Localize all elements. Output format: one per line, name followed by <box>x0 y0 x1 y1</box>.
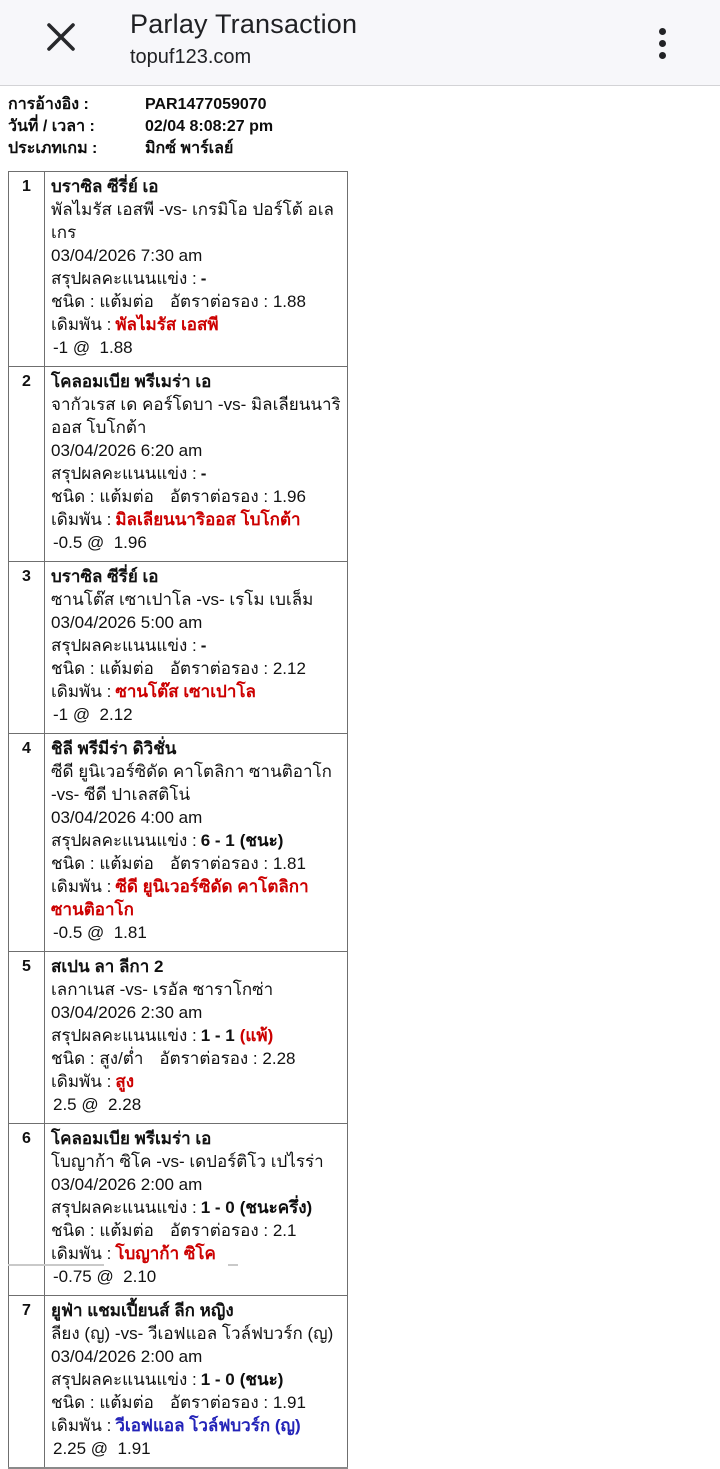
bet-pick: ซานโต๊ส เซาเปาโล <box>115 682 256 701</box>
odds-label: อัตราต่อรอง : <box>159 1049 258 1068</box>
menu-button[interactable] <box>651 21 673 65</box>
reference-value: PAR1477059070 <box>145 96 267 113</box>
close-icon <box>45 21 77 58</box>
bet-number: 3 <box>9 562 45 734</box>
bet-details <box>45 952 348 1124</box>
match-score: - <box>200 269 207 288</box>
type-label: ชนิด : <box>51 292 95 311</box>
bet-pick-line <box>51 508 341 531</box>
bet-outcome: (ชนะ) <box>239 831 284 850</box>
bet-row <box>9 1124 348 1296</box>
bet-outcome: (ชนะครึ่ง) <box>239 1198 313 1217</box>
match-teams: พัลไมรัส เอสพี -vs- เกรมิโอ ปอร์โต้ อเลเกร <box>51 200 334 242</box>
bet-number: 5 <box>9 952 45 1124</box>
bet-pick: มิลเลียนนาริออส โบโกต้า <box>115 510 301 529</box>
bet-label: เดิมพัน : <box>51 1072 112 1091</box>
next-section-cutoff-fragment <box>228 1264 238 1266</box>
bet-pick: พัลไมรัส เอสพี <box>115 315 219 334</box>
bet-pick-line <box>51 875 341 921</box>
bet-label: เดิมพัน : <box>51 510 112 529</box>
result-label: สรุปผลคะแนนแข่ง : <box>51 831 197 850</box>
info-row-gametype <box>8 138 720 160</box>
result-label: สรุปผลคะแนนแข่ง : <box>51 1026 197 1045</box>
odds-label: อัตราต่อรอง : <box>169 487 269 506</box>
bet-row <box>9 172 348 367</box>
type-label: ชนิด : <box>51 1221 95 1240</box>
type-label: ชนิด : <box>51 854 95 873</box>
result-line <box>51 1368 341 1391</box>
bet-details <box>45 367 348 562</box>
bet-row <box>9 952 348 1124</box>
bet-details <box>45 734 348 952</box>
league-name: โคลอมเบีย พรีเมร่า เอ <box>51 1129 212 1148</box>
bet-number: 1 <box>9 172 45 367</box>
type-odds-line <box>51 1219 341 1242</box>
bet-details <box>45 562 348 734</box>
bet-outcome: (ชนะ) <box>239 1370 284 1389</box>
match-score: 1 - 0 <box>200 1198 235 1217</box>
match-teams: เลกาเนส -vs- เรอัล ซาราโกซ่า <box>51 980 274 999</box>
result-label: สรุปผลคะแนนแข่ง : <box>51 464 197 483</box>
type-label: ชนิด : <box>51 1049 95 1068</box>
bets-table <box>8 171 348 1469</box>
league-name: บราซิล ซีรี่ย์ เอ <box>51 177 159 196</box>
result-line <box>51 1024 341 1047</box>
reference-label: การอ้างอิง : <box>8 96 89 113</box>
handicap-odds-line: 2.5 @ 2.28 <box>53 1095 142 1114</box>
bet-pick: ซีดี ยูนิเวอร์ซิดัด คาโตลิกา ซานติอาโก <box>51 877 309 919</box>
odds-label: อัตราต่อรอง : <box>169 292 269 311</box>
bet-row <box>9 562 348 734</box>
datetime-value: 02/04 8:08:27 pm <box>145 118 274 135</box>
match-datetime: 03/04/2026 2:30 am <box>51 1003 203 1022</box>
match-score: 1 - 1 <box>200 1026 235 1045</box>
handicap-odds-line: 2.25 @ 1.91 <box>53 1439 151 1458</box>
close-button[interactable] <box>44 22 78 56</box>
site-domain: topuf123.com <box>130 46 252 68</box>
match-datetime: 03/04/2026 5:00 am <box>51 613 203 632</box>
result-line <box>51 462 341 485</box>
odds-value: 1.88 <box>272 292 306 311</box>
result-line <box>51 267 341 290</box>
type-odds-line <box>51 1047 341 1070</box>
gametype-label: ประเภทเกม : <box>8 140 98 157</box>
bet-pick-line <box>51 1070 341 1093</box>
odds-label: อัตราต่อรอง : <box>169 1221 269 1240</box>
match-datetime: 03/04/2026 2:00 am <box>51 1175 203 1194</box>
handicap-odds-line: -0.75 @ 2.10 <box>53 1267 157 1286</box>
bet-pick-line <box>51 680 341 703</box>
odds-label: อัตราต่อรอง : <box>169 1393 269 1412</box>
bet-pick: สูง <box>115 1072 135 1091</box>
bet-pick-line <box>51 1242 341 1265</box>
result-line <box>51 1196 341 1219</box>
handicap-odds-line: -1 @ 2.12 <box>53 705 133 724</box>
bet-number: 2 <box>9 367 45 562</box>
bet-pick: โบญาก้า ซิโค <box>115 1244 216 1263</box>
match-teams: ซานโต๊ส เซาเปาโล -vs- เรโม เบเล็ม <box>51 590 314 609</box>
bet-type: สูง/ต่ำ <box>99 1049 144 1068</box>
result-line <box>51 634 341 657</box>
bet-pick: วีเอฟแอล โวล์ฟบวร์ก (ญ) <box>115 1416 301 1435</box>
bet-details <box>45 172 348 367</box>
odds-label: อัตราต่อรอง : <box>169 659 269 678</box>
bet-row <box>9 1296 348 1469</box>
match-score: - <box>200 636 207 655</box>
league-name: ยูฟ่า แชมเปี้ยนส์ ลีก หญิง <box>51 1301 234 1320</box>
odds-value: 1.91 <box>272 1393 306 1412</box>
league-name: ชิลี พรีมีร่า ดิวิชั่น <box>51 739 177 758</box>
type-odds-line <box>51 1391 341 1414</box>
bet-details <box>45 1124 348 1296</box>
league-name: สเปน ลา ลีกา 2 <box>51 957 164 976</box>
info-row-reference <box>8 94 720 116</box>
bet-pick-line <box>51 1414 341 1437</box>
odds-value: 2.1 <box>272 1221 297 1240</box>
bet-type: แต้มต่อ <box>99 854 154 873</box>
bet-number: 7 <box>9 1296 45 1469</box>
gametype-value: มิกซ์ พาร์เลย์ <box>145 140 234 157</box>
bet-label: เดิมพัน : <box>51 1244 112 1263</box>
bets-table-body <box>9 172 348 1469</box>
type-label: ชนิด : <box>51 659 95 678</box>
result-label: สรุปผลคะแนนแข่ง : <box>51 269 197 288</box>
type-odds-line <box>51 485 341 508</box>
handicap-odds-line: -1 @ 1.88 <box>53 338 133 357</box>
type-label: ชนิด : <box>51 487 95 506</box>
match-teams: โบญาก้า ซิโค -vs- เดปอร์ติโว เปไรร่า <box>51 1152 324 1171</box>
bet-type: แต้มต่อ <box>99 659 154 678</box>
next-section-cutoff <box>8 1264 104 1266</box>
match-datetime: 03/04/2026 7:30 am <box>51 246 203 265</box>
result-line <box>51 829 341 852</box>
bet-outcome: (แพ้) <box>239 1026 274 1045</box>
type-odds-line <box>51 657 341 680</box>
match-teams: ลียง (ญ) -vs- วีเอฟแอล โวล์ฟบวร์ก (ญ) <box>51 1324 334 1343</box>
transaction-info <box>8 94 720 160</box>
league-name: บราซิล ซีรี่ย์ เอ <box>51 567 159 586</box>
odds-value: 2.28 <box>262 1049 296 1068</box>
bet-type: แต้มต่อ <box>99 292 154 311</box>
bet-label: เดิมพัน : <box>51 877 112 896</box>
bet-row <box>9 734 348 952</box>
odds-label: อัตราต่อรอง : <box>169 854 269 873</box>
bet-type: แต้มต่อ <box>99 1393 154 1412</box>
app-header <box>0 0 720 86</box>
odds-value: 1.81 <box>272 854 306 873</box>
type-label: ชนิด : <box>51 1393 95 1412</box>
match-datetime: 03/04/2026 2:00 am <box>51 1347 203 1366</box>
result-label: สรุปผลคะแนนแข่ง : <box>51 636 197 655</box>
kebab-menu-icon <box>659 28 666 59</box>
bet-type: แต้มต่อ <box>99 1221 154 1240</box>
match-score: 6 - 1 <box>200 831 235 850</box>
bet-label: เดิมพัน : <box>51 682 112 701</box>
page-title: Parlay Transaction <box>130 9 358 39</box>
result-label: สรุปผลคะแนนแข่ง : <box>51 1370 197 1389</box>
type-odds-line <box>51 290 341 313</box>
match-score: 1 - 0 <box>200 1370 235 1389</box>
header-title-block <box>130 9 357 69</box>
odds-value: 1.96 <box>272 487 306 506</box>
match-teams: จากัวเรส เด คอร์โดบา -vs- มิลเลียนนาริออส โบโกต้า <box>51 395 341 437</box>
match-teams: ซีดี ยูนิเวอร์ซิดัด คาโตลิกา ซานติอาโก -vs- ซีดี ปาเลสติโน่ <box>51 762 332 804</box>
handicap-odds-line: -0.5 @ 1.96 <box>53 533 147 552</box>
handicap-odds-line: -0.5 @ 1.81 <box>53 923 147 942</box>
bet-label: เดิมพัน : <box>51 315 112 334</box>
bet-details <box>45 1296 348 1469</box>
match-score: - <box>200 464 207 483</box>
result-label: สรุปผลคะแนนแข่ง : <box>51 1198 197 1217</box>
match-datetime: 03/04/2026 6:20 am <box>51 441 203 460</box>
bet-number: 6 <box>9 1124 45 1296</box>
bet-pick-line <box>51 313 341 336</box>
datetime-label: วันที่ / เวลา : <box>8 118 95 135</box>
bet-number: 4 <box>9 734 45 952</box>
bet-row <box>9 367 348 562</box>
bet-label: เดิมพัน : <box>51 1416 112 1435</box>
match-datetime: 03/04/2026 4:00 am <box>51 808 203 827</box>
odds-value: 2.12 <box>272 659 306 678</box>
info-row-datetime <box>8 116 720 138</box>
league-name: โคลอมเบีย พรีเมร่า เอ <box>51 372 212 391</box>
bet-type: แต้มต่อ <box>99 487 154 506</box>
type-odds-line <box>51 852 341 875</box>
